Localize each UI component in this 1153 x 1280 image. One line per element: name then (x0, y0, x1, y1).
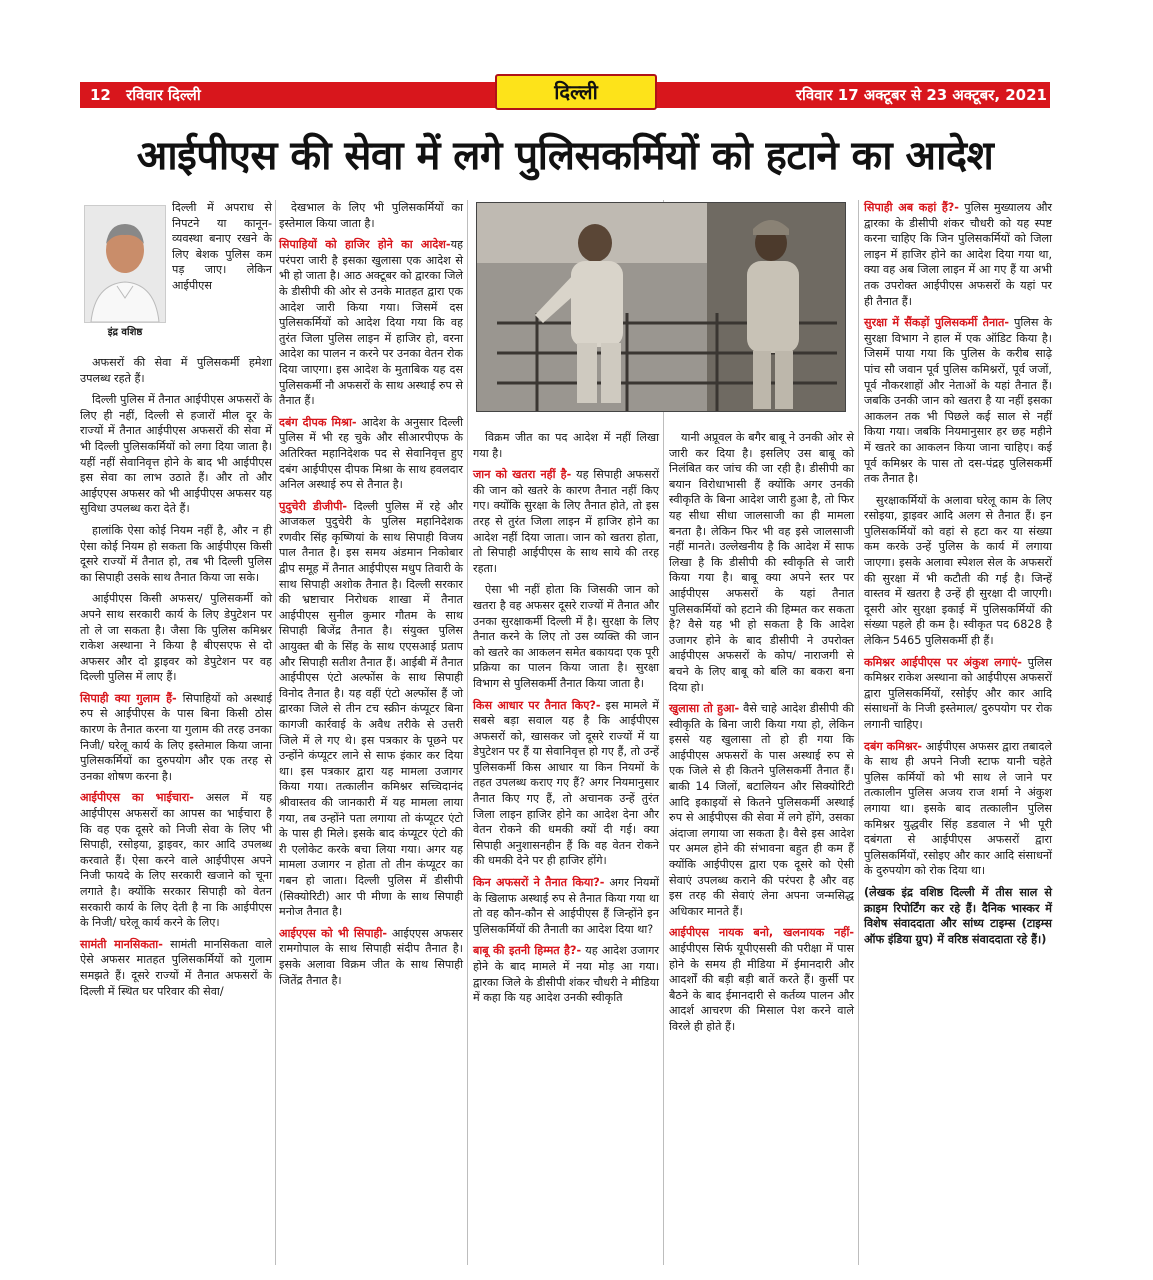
article-paragraph (669, 925, 854, 1034)
paragraph-text: दिल्ली पुलिस में तैनात आईपीएस अफसरों के लिए ही नहीं, दिल्ली से हजारों मील दूर के राज्यों में तैनात आईपीएस अफसरों की सेवा में भी दिल्ली पुलिसकर्मियों को लगा दिया जाता है। यहीं नहीं सेवानिवृत्त होने के बाद भी आईपीएस इस सेवा का लाभ उठाते हैं। और तो और आईएएस अफसर को भी आईपीएस अफसर यह सुविधा उपलब्ध करा देते हैं। (80, 393, 272, 516)
subheading: सिपाही क्या गुलाम हैं- (80, 691, 177, 705)
subheading: सुरक्षा में सैंकड़ों पुलिसकर्मी तैनात- (864, 316, 1010, 330)
paragraph-text: विक्रम जीत का पद आदेश में नहीं लिखा गया है। (473, 431, 659, 460)
article-paragraph (279, 200, 463, 231)
article-paragraph (864, 739, 1052, 879)
column-1 (80, 355, 272, 1005)
article-paragraph (80, 523, 272, 585)
header-left (90, 84, 201, 106)
subheading: दबंग दीपक मिश्रा- (279, 415, 357, 429)
police-officers-photo (477, 203, 845, 411)
paragraph-text: अफसरों की सेवा में पुलिसकर्मी हमेशा उपलब्ध रहते हैं। (80, 356, 272, 385)
paragraph-text: अगर नियमों के खिलाफ अस्थाई रुप से तैनात किया गया था तो वह कौन-कौन से आईपीएस हैं जिन्होंने इन पुलिसकर्मियों की तैनाती का आदेश दिया था? (473, 876, 659, 936)
subheading: आईएएस को भी सिपाही- (279, 926, 388, 940)
article-paragraph (473, 875, 659, 937)
article-paragraph (279, 237, 463, 409)
article-paragraph (80, 937, 272, 999)
subheading: सिपाही अब कहां हैं?- (864, 201, 959, 214)
subheading: दबंग कमिश्नर- (864, 739, 922, 753)
paragraph-text: आईपीएस सिर्फ यूपीएससी की परीक्षा में पास होने के समय ही मीडिया में ईमानदारी और आदर्शों की बड़ी बड़ी बातें करते हैं। कुर्सी पर बैठने के बाद ईमानदारी से कर्तव्य पालन और आदर्श आचरण की मिसाल पेश करने वाले विरले ही होते हैं। (669, 942, 854, 1033)
article-paragraph (80, 790, 272, 930)
article-paragraph (669, 430, 854, 695)
article-paragraph (473, 943, 659, 1005)
article-paragraph (864, 200, 1052, 309)
column-5 (864, 200, 1052, 953)
article-paragraph (473, 467, 659, 576)
subheading: जान को खतरा नहीं है- (473, 468, 572, 482)
headline: आईपीएस की सेवा में लगे पुलिसकर्मियों को हटाने का आदेश (136, 133, 994, 179)
paragraph-text: पुलिस कमिश्नर राकेश अस्थाना को आईपीएस अफसरों द्वारा पुलिसकर्मियों, रसोईए और कार आदि संसाधनों के निजी इस्तेमाल/ दुरुपयोग पर रोक लगानी चाहिए। (864, 655, 1052, 731)
column-4 (669, 430, 854, 1041)
article-paragraph (80, 355, 272, 386)
subheading: खुलासा तो हुआ- (669, 702, 740, 716)
paragraph-text: सिपाहियों को अस्थाई रुप से आईपीएस के पास बिना किसी ठोस कारण के तैनात करना या गुलाम की तरह उनका निजी/ घरेलू कार्य के लिए इस्तेमाल किया जाना पुलिसकर्मियों का दुरुपयोग और एक तरह से उनका शोषण करना है। (80, 691, 272, 783)
subheading: आईपीएस नायक बनो, खलनायक नहीं- (669, 926, 854, 940)
article-paragraph (864, 655, 1052, 733)
subheading: बाबू की इतनी हिम्मत है?- (473, 944, 582, 958)
paragraph-text: पुलिस मुख्यालय और द्वारका के डीसीपी शंकर चौधरी को यह स्पष्ट करना चाहिए कि जिन पुलिसकर्मियों को जिला लाइन में हाजिर होने का आदेश दिया गया था, क्या वह अब जिला लाइन में आ गए हैं या अभी तक उपरोक्त आईपीएस अफसरों के यहां पर ही तैनात हैं। (864, 201, 1052, 308)
article-paragraph (80, 691, 272, 785)
article-paragraph (279, 499, 463, 920)
paragraph-text: यह सिपाही अफसरों की जान को खतरे के कारण तैनात नहीं किए गए। क्योंकि सुरक्षा के लिए तैनात होते, तो इस तरह से तुरंत जिला लाइन में हाजिर होने का आदेश नहीं दिया जाता। जान को खतरा होता, तो सिपाही आईपीएस के साथ साये की तरह रहता। (473, 468, 659, 575)
article-paragraph (80, 591, 272, 685)
article-paragraph (80, 392, 272, 517)
author-portrait-icon (85, 206, 165, 322)
paragraph-text: आईपीएस किसी अफसर/ पुलिसकर्मी को अपने साथ सरकारी कार्य के लिए डेपुटेशन पर तो ले जा सकता है। जैसा कि पुलिस कमिश्नर राकेश अस्थाना ने किया है बीएसएफ से दो अफसर और दो ड्राइवर को डेपुटेशन पर वह दिल्ली पुलिस में लाए हैं। (80, 592, 272, 684)
subheading: आईपीएस का भाईचारा- (80, 791, 194, 805)
date-range: रविवार 17 अक्टूबर से 23 अक्टूबर, 2021 (795, 86, 1047, 104)
paragraph-text: आदेश के अनुसार दिल्ली पुलिस में भी रह चुके और सीआरपीएफ के अतिरिक्त महानिदेशक पद से सेवानिवृत्त हुए दबंग आईपीएस दीपक मिश्रा के साथ हवलदार अनिल अस्थाई रुप से तैनात है। (279, 415, 463, 492)
column-divider (467, 200, 468, 1265)
subheading: किन अफसरों ने तैनात किया?- (473, 876, 605, 890)
article-paragraph (864, 315, 1052, 487)
article-paragraph (473, 582, 659, 691)
paragraph-text: ऐसा भी नहीं होता कि जिसकी जान को खतरा है वह अफसर दूसरे राज्यों में तैनात और उनका सुरक्षाकर्मी दिल्ली में है। सुरक्षा के लिए तैनात करने के लिए तो उस व्यक्ति की जान को खतरे का आकलन समेत बकायदा एक पूरी प्रक्रिया का पालन किया जाता है। सुरक्षा विभाग से पुलिसकर्मी तैनात किया जाता है। (473, 583, 659, 690)
paragraph-text: हालांकि ऐसा कोई नियम नहीं है, और न ही ऐसा कोई नियम हो सकता कि आईपीएस किसी दूसरे राज्यों में तैनात हो, तब भी दिल्ली पुलिस का सिपाही उसके साथ तैनात किया जा सके। (80, 523, 272, 584)
article-paragraph (473, 698, 659, 870)
subheading: कमिश्नर आईपीएस पर अंकुश लगाएं- (864, 655, 1022, 669)
author-note: (लेखक इंद्र वशिष्ठ दिल्ली में तीस साल से क्राइम रिपोर्टिंग कर रहे हैं। दैनिक भास्कर में विशेष संवाददाता और सांध्य टाइम्स (टाइम्स ऑफ इंडिया ग्रुप) में वरिष्ठ संवाददाता रहे हैं।) (864, 885, 1052, 946)
paragraph-text: यह परंपरा जारी है इसका खुलासा एक आदेश से भी हो जाता है। आठ अक्टूबर को द्वारका जिले के डीसीपी की ओर से उनके मातहत द्वारा एक आदेश जारी किया गया। जिसमें दस पुलिसकर्मियों को आदेश दिया गया कि वह तुरंत जिला पुलिस लाइन में हाजिर हो, वरना आदेश का पालन न करने पर उनका वेतन रोक दिया जाएगा। इस आदेश के मुताबिक यह दस पुलिसकर्मी नौ अफसरों के साथ अस्थाई रुप से तैनात हैं। (279, 238, 463, 408)
article-paragraph (279, 415, 463, 493)
section-tab: दिल्ली (495, 74, 657, 110)
author-name: इंद्र वशिष्ठ (107, 327, 143, 338)
subheading: सामंती मानसिकता- (80, 937, 163, 951)
column-5-body (864, 200, 1052, 879)
article-paragraph (473, 430, 659, 461)
paragraph-text: सुरक्षाकर्मियों के अलावा घरेलू काम के लिए रसोइया, ड्राइवर आदि अलग से तैनात हैं। इन पुलिसकर्मियों को वहां से हटा कर या संख्या कम करके उन्हें पुलिस के कार्य में लगाया जाएगा। इसके अलावा स्पेशल सेल के अफसरों की सुरक्षा में भी कटौती की गई है। जिन्हें वास्तव में खतरा है उन्हें ही सुरक्षा दी जाएगी। दूसरी ओर सुरक्षा इकाई में पुलिसकर्मियों की संख्या पहले ही कम है। स्वीकृत पद 6828 है लेकिन 5465 पुलिसकर्मी ही हैं। (864, 493, 1052, 648)
paragraph-text: पुलिस के सुरक्षा विभाग ने हाल में एक ऑडिट किया है। जिसमें पाया गया कि पुलिस के करीब साढ़े पांच सौ जवान पूर्व पुलिस कमिश्नरों, पूर्व जजों, पूर्व नौकरशाहों और नेताओं के यहां तैनात हैं। जबकि उनकी जान को खतरा है या नहीं इसका आकलन तक भी पिछले कई साल से नहीं किया गया। जबकि नियमानुसार हर छह महीने में खतरे का आकलन किया जाना चाहिए। कई पूर्व कमिश्नर के पास तो दस-पंद्रह पुलिसकर्मी तक तैनात है। (864, 316, 1052, 486)
paragraph-text: यानी अप्रूवल के बगैर बाबू ने उनकी ओर से जारी कर दिया है। इसलिए उस बाबू को निलंबित कर जांच की जा रही है। डीसीपी का बयान विरोधाभासी हैं क्योंकि अगर उनकी स्वीकृति के बिना आदेश जारी हुआ है, तो फिर यह सीधा सीधा जालसाजी का ही मामला बनता है। लेकिन फिर भी वह इसे जालसाजी नहीं मानते। उल्लेखनीय है कि आदेश में साफ लिखा है कि डीसीपी की स्वीकृति से जारी किया गया है। बाबू क्या अपने स्तर पर आईपीएस अफसरों के यहां तैनात पुलिसकर्मियों को हटाने की हिम्मत कर सकता है? वैसे यह भी हो सकता है कि आदेश उजागर होने के बाद डीसीपी ने उपरोक्त आईपीएस अफसरों के कोप/ नाराजगी से बचने के लिए बाबू को बलि का बकरा बना दिया हो। (669, 431, 854, 694)
article-paragraph (864, 493, 1052, 649)
subheading: पुदुचेरी डीजीपी- (279, 499, 347, 513)
column-1-top (172, 200, 272, 294)
news-photo (476, 202, 846, 412)
column-2 (279, 200, 463, 994)
subheading: सिपाहियों को हाजिर होने का आदेश- (279, 238, 451, 252)
article-paragraph (669, 701, 854, 919)
paragraph-text: यह आदेश उजागर होने के बाद मामले में नया मोड़ आ गया। द्वारका जिले के डीसीपी शंकर चौधरी ने मीडिया में कहा कि यह आदेश उनकी स्वीकृति (473, 944, 659, 1005)
column-3 (473, 430, 659, 1012)
paragraph-text: आईएएस अफसर रामगोपाल के साथ सिपाही संदीप तैनात है। इसके अलावा विक्रम जीत के साथ सिपाही जितेंद्र तैनात है। (279, 926, 463, 987)
paragraph-text: सामंती मानसिकता वाले ऐसे अफसर मातहत पुलिसकर्मियों को गुलाम समझते हैं। दूसरे राज्यों में तैनात अफसरों के दिल्ली में स्थित घर परिवार की सेवा/ (80, 937, 273, 998)
paragraph-text: असल में यह आईपीएस अफसरों का आपस का भाईचारा है कि वह एक दूसरे को निजी सेवा के लिए भी सिपाही, रसोइया, ड्राइवर, कार आदि उपलब्ध करवाते हैं। ऐसा करने वाले आईपीएस अपने निजी फायदे के लिए सरकारी खजाने को चूना लगाते है। क्योंकि सरकार सिपाही को वेतन सरकारी कार्य के लिए देती है ना कि आईपीएस के निजी/ घरेलू कार्य करने के लिए। (80, 791, 272, 930)
paragraph-text: देखभाल के लिए भी पुलिसकर्मियों का इस्तेमाल किया जाता है। (279, 201, 463, 230)
paragraph-text: आईपीएस अफसर द्वारा तबादले के साथ ही अपने निजी स्टाफ यानी चहेते पुलिस कर्मियों को भी साथ ले जाने पर तत्कालीन पुलिस अजय राज शर्मा ने अंकुश लगाया था। इसके बाद तत्कालीन पुलिस कमिश्नर युद्धवीर सिंह डडवाल ने भी पूरी दबंगता से आईपीएस अफसरों द्वारा पुलिसकर्मियों, रसोइए और कार आदि संसाधनों के दुरुपयोग को रोक दिया था। (864, 739, 1052, 878)
column-divider (275, 200, 276, 1265)
column-divider (858, 200, 859, 1265)
edition-label: रविवार दिल्ली (126, 86, 201, 104)
article-paragraph (279, 926, 463, 988)
intro-paragraph: दिल्ली में अपराध से निपटने या कानून-व्यवस्था बनाए रखने के लिए बेशक पुलिस कम पड़ जाए। लेकिन आईपीएस (172, 201, 272, 292)
page-number: 12 (90, 86, 111, 104)
author-photo (84, 205, 166, 323)
subheading: किस आधार पर तैनात किए?- (473, 698, 601, 712)
paragraph-text: दिल्ली पुलिस में रहे और आजकल पुदुचेरी के पुलिस महानिदेशक रणवीर सिंह कृष्णियां के साथ सिपाही विजय पाल तैनात है। इस समय अंडमान निकोबार द्वीप समूह में तैनात आईपीएस मधुप तिवारी के साथ सिपाही अशोक तैनात है। दिल्ली सरकार की भ्रष्टाचार निरोधक शाखा में तैनात आईपीएस सुनील कुमार गौतम के साथ सिपाही बिजेंद्र तैनात है। संयुक्त पुलिस आयुक्त बी के सिंह के साथ एएसआई प्रताप और सिपाही सतीश तैनात हैं। आईबी में तैनात आईपीएस एंटो अल्फोंस के साथ सिपाही विनोद तैनात है। यह वहीं एंटो अल्फोंस हैं जो द्वारका जिले से तीन टच स्क्रीन कंप्यूटर बिना कागजी कार्रवाई के अवैध तरीके से उत्तरी जिले में ले गए थे। इस पत्रकार के पूछने पर उन्होंने कंप्यूटर लाने से साफ इंकार कर दिया था। इस पत्रकार द्वारा यह मामला उजागर किया गया। तत्कालीन कमिश्नर सच्चिदानंद श्रीवास्तव की जानकारी में यह मामला लाया गया, तब उन्होंने पता लगाया तो कंप्यूटर एंटो के पास ही मिले। इसके बाद कंप्यूटर एंटो की री एलोकेट करके बचा लिया गया। अगर यह मामला उजागर न होता तो तीन कंप्यूटर का गबन हो जाता। दिल्ली पुलिस में डीसीपी (सिक्योरिटी) आर पी मीणा के साथ सिपाही मनोज तैनात है। (279, 499, 463, 919)
paragraph-text: इस मामले में सबसे बड़ा सवाल यह है कि आईपीएस अफसरों को, खासकर जो दूसरे राज्यों में या डेपुटेशन पर हैं या सेवानिवृत्त हो गए हैं, तो उन्हें पुलिसकर्मी किस आधार या किन नियमों के तहत उपलब्ध कराए गए हैं? अगर नियमानुसार तैनात किए गए हैं, तो अचानक उन्हें तुरंत जिला लाइन हाजिर होने का आदेश देना और वेतन रोकने की धमकी क्यों दी गई। क्या सिपाही अनुशासनहीन हैं कि वह वेतन रोकने की धमकी देने पर ही हाजिर होंगे। (473, 698, 659, 868)
paragraph-text: वैसे चाहे आदेश डीसीपी की स्वीकृति के बिना जारी किया गया हो, लेकिन इससे यह खुलासा तो हो ही गया कि आईपीएस अफसरों के पास अस्थाई रुप से एक जिले से ही कितने पुलिसकर्मी तैनात हैं। बाकी 14 जिलों, बटालियन और सिक्योरिटी आदि इकाइयों से कितने पुलिसकर्मी अस्थाई रुप से आईपीएस की सेवा में लगे होंगे, उसका अंदाजा लगाया जा सकता है। वैसे इस आदेश पर अमल होने की संभावना बहुत ही कम हैं क्योंकि आईपीएस द्वारा एक दूसरे को ऐसी सेवाएं उपलब्ध कराने की परंपरा है और वह इस तरह की सेवाएं लेना अपना जन्मसिद्ध अधिकार मानते हैं। (669, 702, 854, 918)
